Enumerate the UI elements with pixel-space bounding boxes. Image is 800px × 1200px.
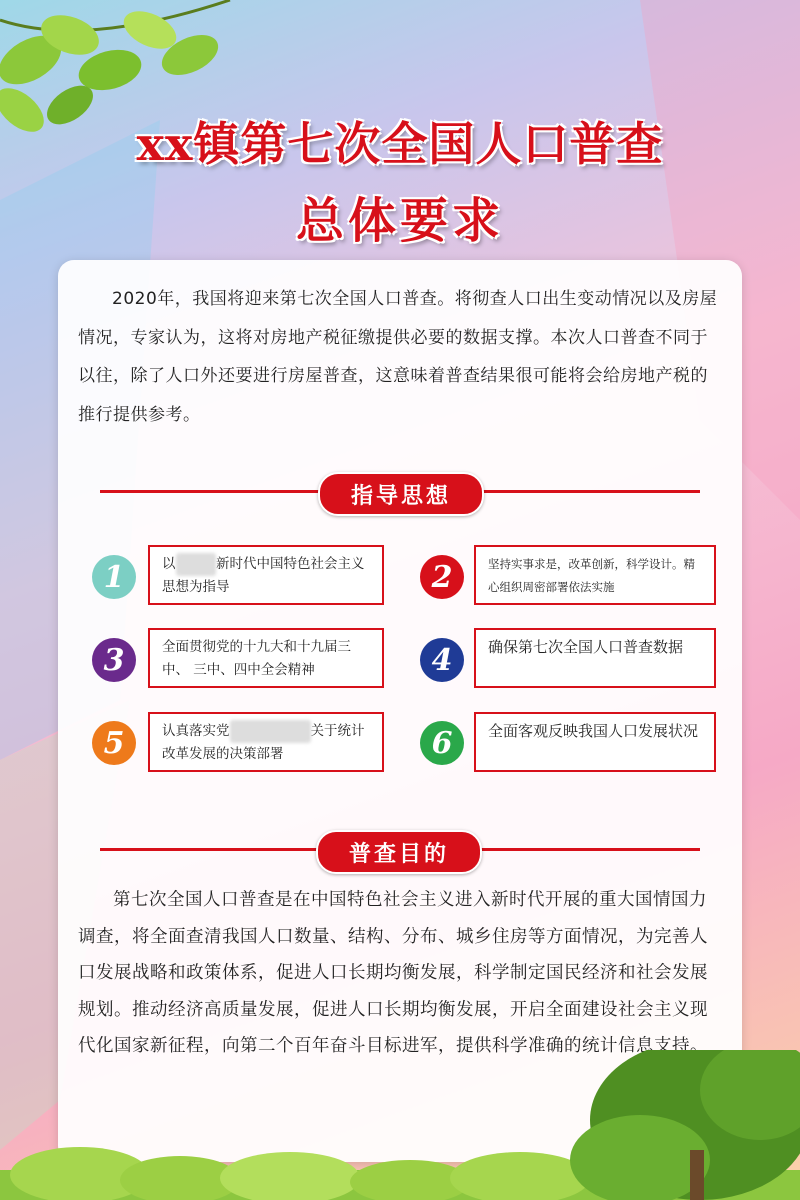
item-text-5-post: 关于统计改革发展的决策部署: [162, 723, 365, 762]
item-number-6: 6: [420, 721, 464, 765]
item-text-1-post: 新时代中国特色社会主义思想为指导: [162, 556, 365, 595]
item-number-2: 2: [420, 555, 464, 599]
item-box-4: 确保第七次全国人口普查数据: [474, 628, 716, 688]
redacted-text: [176, 553, 217, 576]
item-number-4: 4: [420, 638, 464, 682]
page-title-line1: xx镇第七次全国人口普查: [136, 117, 664, 171]
item-text-1-pre: 以: [162, 556, 176, 572]
item-box-1: [148, 545, 384, 605]
item-box-5: [148, 712, 384, 772]
page-title-line2: 总体要求: [295, 193, 504, 249]
intro-paragraph: 2020年，我国将迎来第七次全国人口普查。将彻查人口出生变动情况以及房屋情况，专家认为，这将对房地产税征缴提供必要的数据支撑。本次人口普查不同于以往，除了人口外还要进行房屋普查，这意味着普查结果很可能将会给房地产税的推行提供参考。: [78, 289, 718, 425]
item-number-3: 3: [92, 638, 136, 682]
redacted-text: [230, 720, 311, 743]
item-number-5: 5: [92, 721, 136, 765]
purpose-paragraph: 第七次全国人口普查是在中国特色社会主义进入新时代开展的重大国情国力调查，将全面查清我国人口数量、结构、分布、城乡住房等方面情况，为完善人口发展战略和政策体系，促进人口长期均衡发展，科学制定国民经济和社会发展规划。推动经济高质量发展，促进人口长期均衡发展，开启全面建设社会主义现代化国家新征程，向第二个百年奋斗目标进军，提供科学准确的统计信息支持。: [78, 890, 708, 1056]
item-box-2: 坚持实事求是，改革创新，科学设计。精心组织周密部署依法实施: [474, 545, 716, 605]
item-number-1: 1: [92, 555, 136, 599]
item-box-6: 全面客观反映我国人口发展状况: [474, 712, 716, 772]
section-title-guiding: 指导思想: [318, 472, 484, 516]
item-text-5-pre: 认真落实党: [162, 723, 230, 739]
section-title-purpose: 普查目的: [316, 830, 482, 874]
bushes-decoration: [0, 1050, 800, 1200]
item-box-3: 全面贯彻党的十九大和十九届三中、 三中、四中全会精神: [148, 628, 384, 688]
